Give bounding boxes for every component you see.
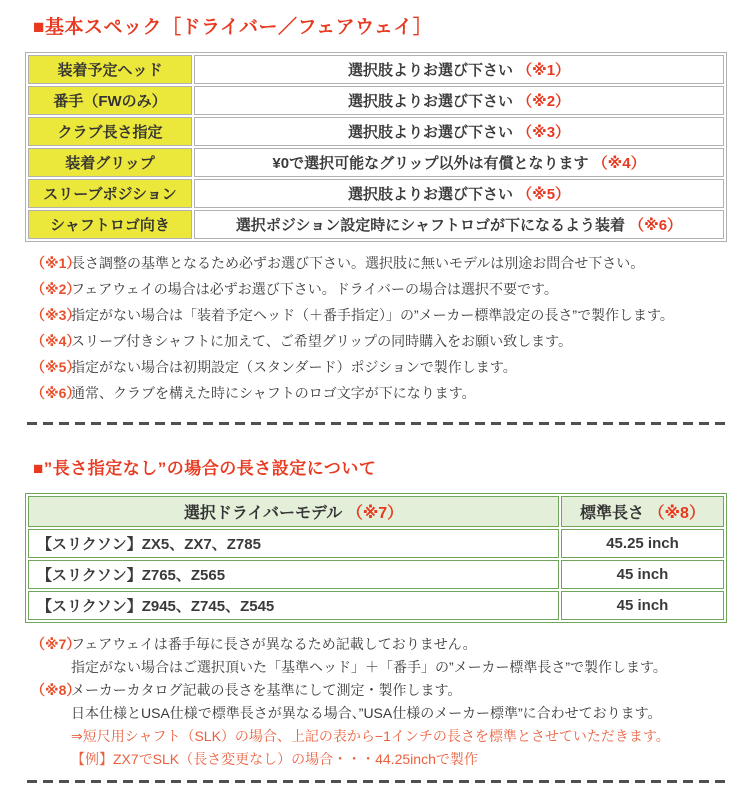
spec-value-text: ¥0で選択可能なグリップ以外は有償となります [272,155,589,172]
note-marker: （※4） [31,333,81,350]
model-name-cell: 【スリクソン】Z765、Z565 [28,560,559,589]
table-row [28,591,724,620]
note-marker-spacer [31,751,71,767]
section1-notes [31,255,727,402]
note-text: 日本仕様とUSA仕様で標準長さが異なる場合、”USA仕様のメーカー標準”に合わせております。 [71,704,662,721]
spec-value [194,86,724,115]
spec-value-note: （※1） [517,62,571,79]
section2-title: ■”長さ指定なし”の場合の長さ設定について [33,458,377,478]
note-text: 通常、クラブを構えた時にシャフトのロゴ文字が下になります。 [71,385,476,402]
table-row [28,529,724,558]
spec-value-note: （※2） [517,93,571,110]
table-row [28,210,724,239]
note-marker: （※7） [31,635,81,652]
note-item [31,682,727,698]
note-item-continuation [31,705,727,721]
note-marker-spacer [31,705,71,721]
spec-value-note: （※4） [592,155,646,172]
table-row [28,55,724,84]
spec-value-text: 選択肢よりお選び下さい [347,62,513,79]
column-header-length-text: 標準長さ [580,504,645,522]
dashed-divider [27,780,727,783]
spec-value-text: 選択ポジション設定時にシャフトロゴが下になるよう装着 [235,217,625,234]
note-item [31,359,727,375]
note-text: スリーブ付きシャフトに加えて、ご希望グリップの同時購入をお願い致します。 [71,333,573,350]
model-name-cell: 【スリクソン】Z945、Z745、Z545 [28,591,559,620]
table-row [28,179,724,208]
table-row [28,86,724,115]
spec-value [194,55,724,84]
note-item [31,307,727,323]
model-length-cell: 45 inch [561,560,724,589]
model-length-cell: 45.25 inch [561,529,724,558]
note-item [31,281,727,297]
model-name-cell: 【スリクソン】ZX5、ZX7、Z785 [28,529,559,558]
spec-label: スリーブポジション [28,179,192,208]
table-row [28,560,724,589]
section1-title: ■基本スペック［ドライバー／フェアウェイ］ [33,17,433,38]
model-length-cell: 45 inch [561,591,724,620]
length-setting-table [25,493,727,623]
note-item-continuation [31,728,727,744]
spec-value-text: 選択肢よりお選び下さい [347,186,513,203]
table-row [28,148,724,177]
spec-value [194,148,724,177]
note-marker: （※3） [31,307,81,324]
note-item [31,385,727,401]
note-text: 指定がない場合は「装着予定ヘッド（＋番手指定）」の”メーカー標準設定の長さ”で製作します。 [71,307,674,324]
note-text: メーカーカタログ記載の長さを基準にして測定・製作します。 [71,681,462,698]
spec-label: クラブ長さ指定 [28,117,192,146]
spec-label: 装着予定ヘッド [28,55,192,84]
note-text-highlight: 【例】ZX7でSLK（長さ変更なし）の場合・・・44.25inchで製作 [71,751,478,768]
note-text: 指定がない場合は初期設定（スタンダード）ポジションで製作します。 [71,359,517,376]
dashed-divider [27,422,727,425]
table-header-row [28,496,724,527]
spec-value-note: （※5） [517,186,571,203]
column-header-length [561,496,724,527]
note-marker: （※6） [31,385,81,402]
column-header-length-note: （※8） [648,504,705,522]
spec-label: シャフトロゴ向き [28,210,192,239]
table-row [28,117,724,146]
note-text: フェアウェイは番手毎に長さが異なるため記載しておりません。 [71,635,477,652]
note-text-highlight: ⇒短尺用シャフト（SLK）の場合、上記の表から−1インチの長さを標準とさせていただきます。 [71,727,670,744]
spec-value [194,210,724,239]
note-marker: （※2） [31,281,81,298]
note-marker: （※8） [31,681,81,698]
note-item-continuation [31,751,727,767]
section2-notes [31,636,727,768]
note-text: 指定がない場合はご選択頂いた「基準ヘッド」＋「番手」の”メーカー標準長さ”で製作します。 [71,658,667,675]
note-marker-spacer [31,659,71,675]
note-item-continuation [31,659,727,675]
note-text: 長さ調整の基準となるため必ずお選び下さい。選択肢に無いモデルは別途お問合せ下さい。 [71,255,645,271]
spec-value-note: （※3） [517,124,571,141]
column-header-model-text: 選択ドライバーモデル [183,504,343,522]
spec-label: 装着グリップ [28,148,192,177]
column-header-model [28,496,559,527]
spec-value [194,117,724,146]
note-item [31,255,727,271]
spec-value-note: （※6） [629,217,683,234]
spec-label: 番手（FWのみ） [28,86,192,115]
note-marker-spacer [31,728,71,744]
spec-value-text: 選択肢よりお選び下さい [347,124,513,141]
note-item [31,636,727,652]
note-item [31,333,727,349]
note-marker: （※5） [31,359,81,376]
spec-value [194,179,724,208]
note-marker: （※1） [31,255,81,271]
column-header-model-note: （※7） [346,504,404,522]
spec-value-text: 選択肢よりお選び下さい [347,93,513,110]
basic-spec-table [25,52,727,242]
note-text: フェアウェイの場合は必ずお選び下さい。ドライバーの場合は選択不要です。 [71,281,558,298]
